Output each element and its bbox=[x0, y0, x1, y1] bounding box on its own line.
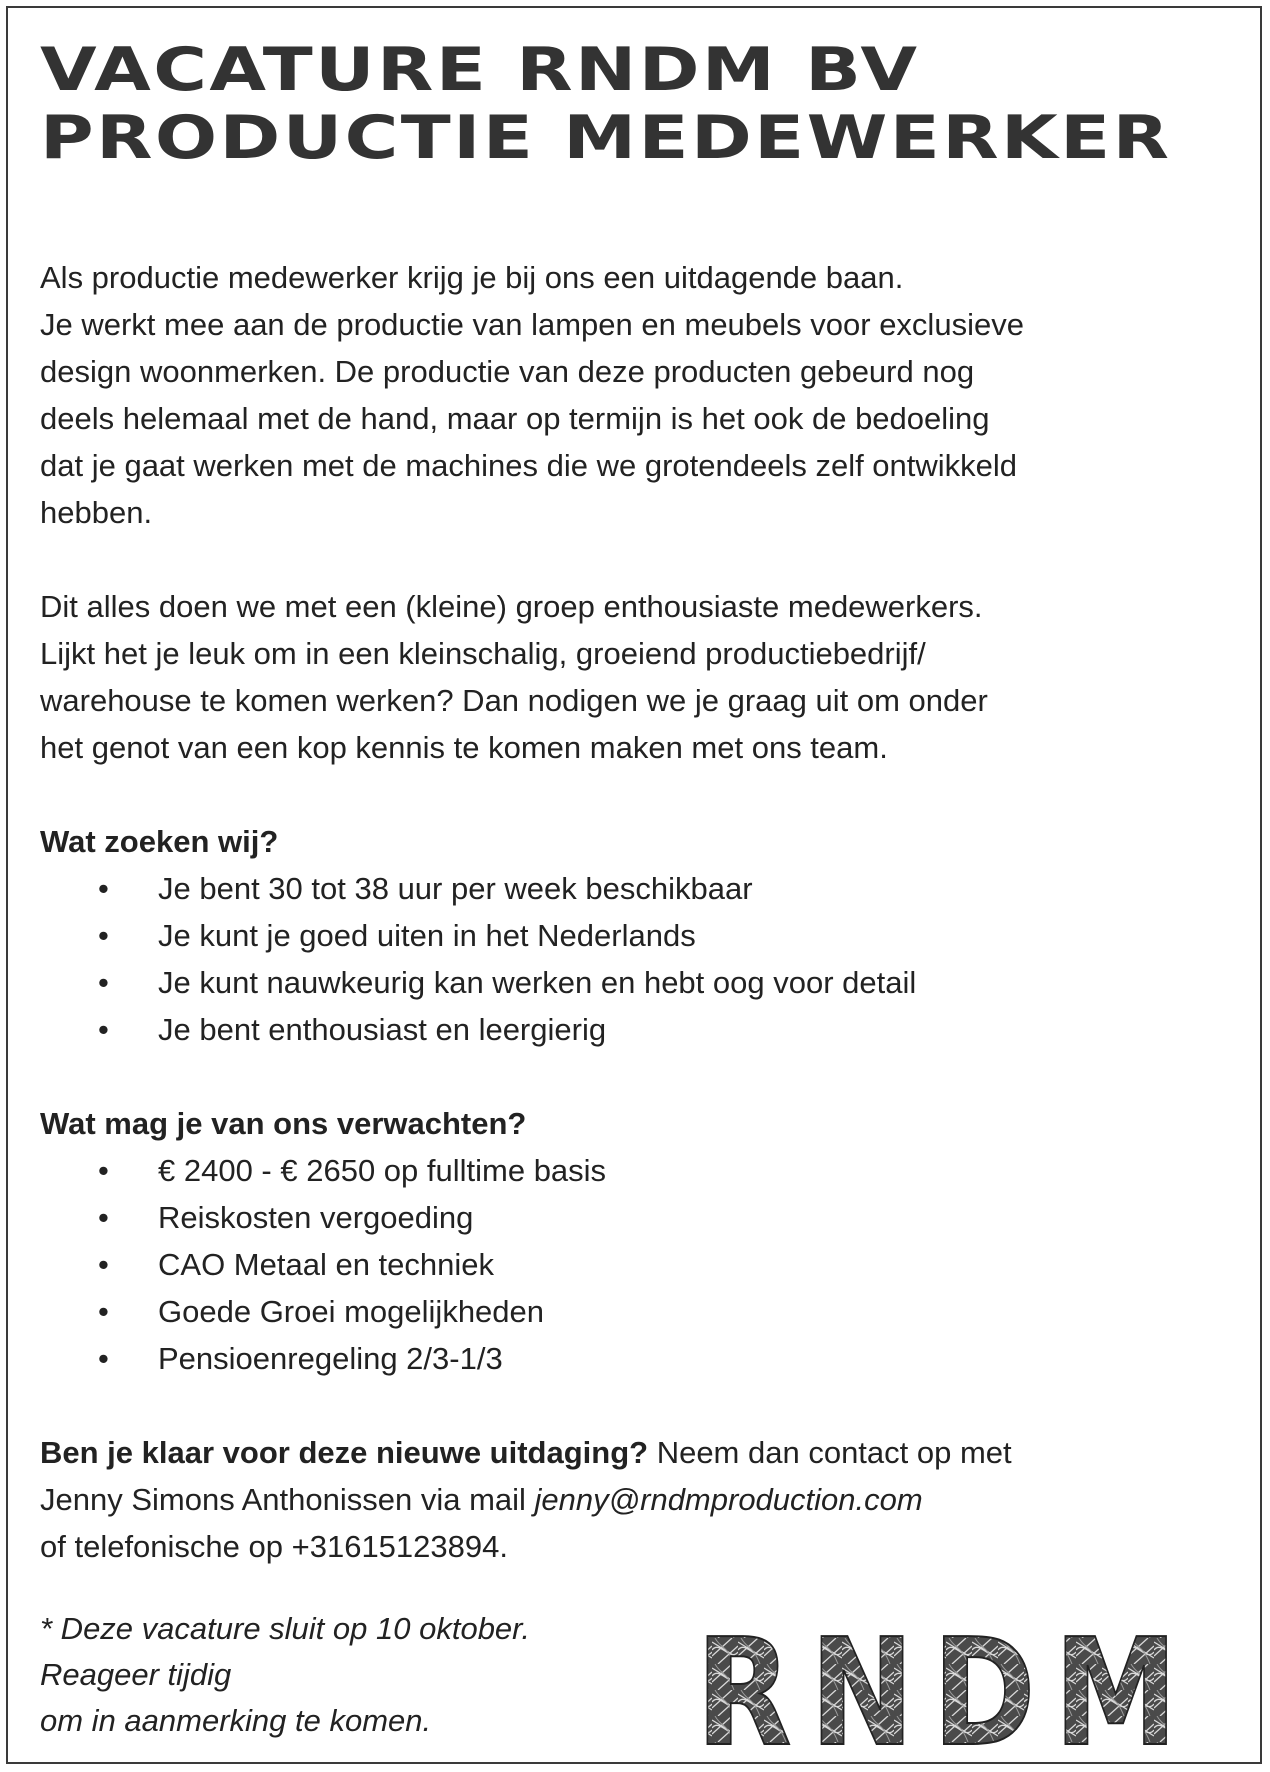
list-item: • Je kunt nauwkeurig kan werken en hebt oog voor detail bbox=[40, 959, 1240, 1006]
logo-text: RNDM bbox=[696, 1607, 1196, 1772]
vacancy-body bbox=[40, 254, 1240, 1570]
list-item: • Goede Groei mogelijkheden bbox=[40, 1288, 1240, 1335]
intro-line: Je werkt mee aan de productie van lampen en meubels voor exclusieve bbox=[40, 307, 1024, 342]
contact-line-2: Jenny Simons Anthonissen via mail bbox=[40, 1482, 535, 1517]
closing-note bbox=[40, 1606, 530, 1744]
intro-line: dat je gaat werken met de machines die we grotendeels zelf ontwikkeld bbox=[40, 448, 1018, 483]
team-line: het genot van een kop kennis te komen maken met ons team. bbox=[40, 730, 888, 765]
closing-line: om in aanmerking te komen. bbox=[40, 1703, 432, 1738]
offer-heading: Wat mag je van ons verwachten? bbox=[40, 1106, 527, 1141]
rndm-logo bbox=[686, 1607, 1206, 1772]
intro-line: design woonmerken. De productie van deze producten gebeurd nog bbox=[40, 354, 975, 389]
email-link[interactable]: jenny@rndmproduction.com bbox=[534, 1482, 923, 1517]
team-paragraph bbox=[40, 583, 1240, 771]
list-item: • Je bent enthousiast en leergierig bbox=[40, 1006, 1240, 1053]
team-line: warehouse te komen werken? Dan nodigen we je graag uit om onder bbox=[40, 683, 988, 718]
title-line-1: VACATURE RNDM BV bbox=[40, 35, 920, 105]
intro-line: Als productie medewerker krijg je bij ons een uitdagende baan. bbox=[40, 260, 904, 295]
contact-line-3: of telefonische op +31615123894. bbox=[40, 1529, 508, 1564]
intro-paragraph bbox=[40, 254, 1240, 536]
list-item: • Je bent 30 tot 38 uur per week beschikbaar bbox=[40, 865, 1240, 912]
list-item: • Pensioenregeling 2/3-1/3 bbox=[40, 1335, 1240, 1382]
list-item: • Reiskosten vergoeding bbox=[40, 1194, 1240, 1241]
offer-list bbox=[40, 1147, 1240, 1382]
contact-lead: Ben je klaar voor deze nieuwe uitdaging? bbox=[40, 1435, 649, 1470]
team-line: Lijkt het je leuk om in een kleinschalig, groeiend productiebedrijf/ bbox=[40, 636, 926, 671]
page-title bbox=[40, 36, 1171, 172]
team-line: Dit alles doen we met een (kleine) groep enthousiaste medewerkers. bbox=[40, 589, 983, 624]
intro-line: hebben. bbox=[40, 495, 153, 530]
intro-line: deels helemaal met de hand, maar op termijn is het ook de bedoeling bbox=[40, 401, 990, 436]
list-item: • CAO Metaal en techniek bbox=[40, 1241, 1240, 1288]
title-line-2: PRODUCTIE MEDEWERKER bbox=[40, 103, 1172, 173]
requirements-heading: Wat zoeken wij? bbox=[40, 824, 279, 859]
contact-line-1: Neem dan contact op met bbox=[648, 1435, 1012, 1470]
list-item: • € 2400 - € 2650 op fulltime basis bbox=[40, 1147, 1240, 1194]
contact-paragraph bbox=[40, 1429, 1240, 1570]
requirements-list bbox=[40, 865, 1240, 1053]
closing-line: * Deze vacature sluit op 10 oktober. bbox=[40, 1611, 530, 1646]
list-item: • Je kunt je goed uiten in het Nederlands bbox=[40, 912, 1240, 959]
closing-line: Reageer tijdig bbox=[40, 1657, 232, 1692]
